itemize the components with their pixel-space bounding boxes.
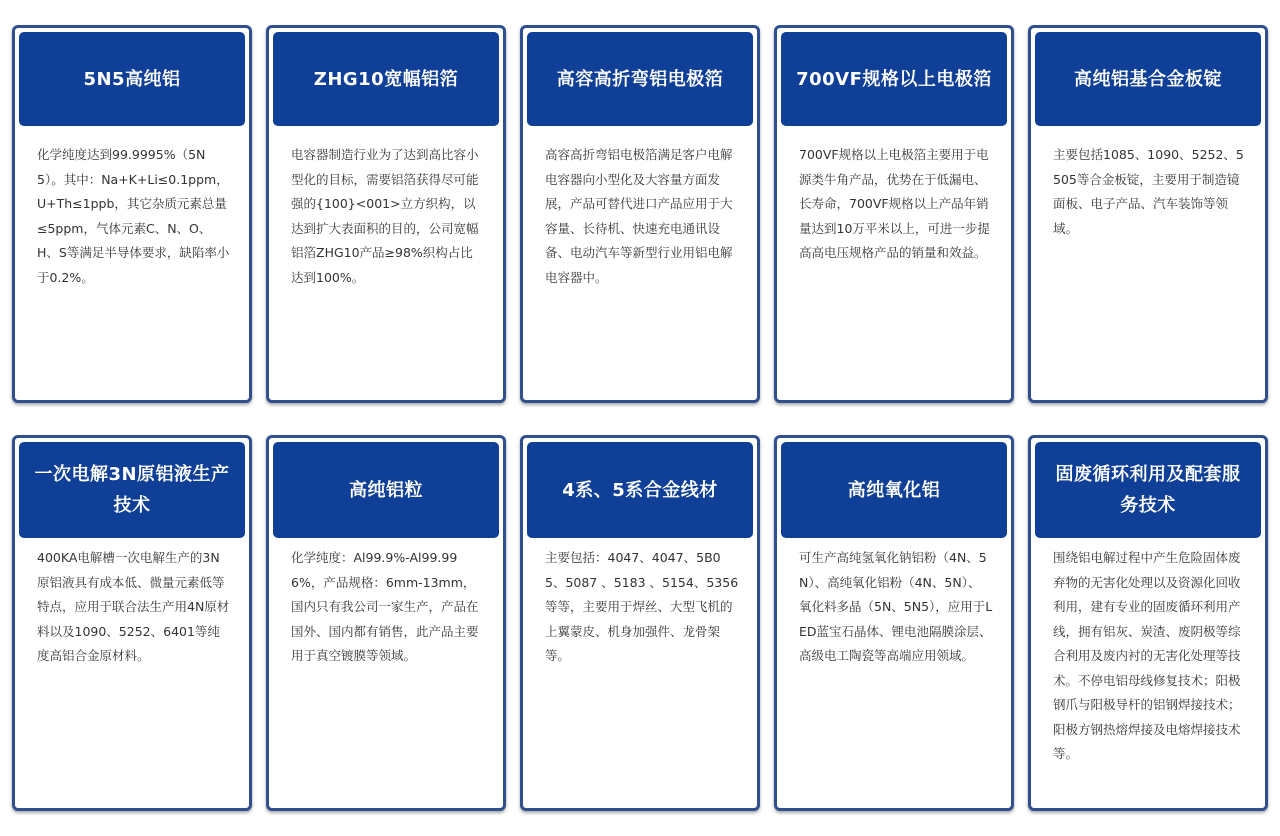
card-title: 高纯氧化铝 (781, 442, 1007, 538)
card-description: 主要包括1085、1090、5252、5505等合金板锭，主要用于制造镜面板、电子产品、汽车装饰等领域。 (1053, 147, 1244, 236)
product-card-5n5-high-purity-aluminum[interactable] (12, 25, 252, 403)
card-description: 围绕铝电解过程中产生危险固体废弃物的无害化处理以及资源化回收利用，建有专业的固废循环利用产线，拥有铝灰、炭渣、废阴极等综合利用及废内衬的无害化处理等技术。不停电铝母线修复技术；阳极钢爪与阳极导杆的铝钢焊接技术；阳极方钢热熔焊接及电熔焊接技术等。 (1053, 550, 1241, 761)
card-description: 化学纯度：Al99.9%-Al99.996%，产品规格：6mm-13mm，国内只有我公司一家生产，产品在国外、国内都有销售，此产品主要用于真空镀膜等领域。 (291, 550, 479, 663)
product-card-3n-electrolysis-technology[interactable] (12, 435, 252, 811)
card-description: 高容高折弯铝电极箔满足客户电解电容器向小型化及大容量方面发展，产品可替代进口产品应用于大容量、长待机、快速充电通讯设备、电动汽车等新型行业用铝电解电容器中。 (545, 147, 733, 285)
product-card-zhg10-wide-foil[interactable] (266, 25, 506, 403)
card-title: ZHG10宽幅铝箔 (273, 32, 499, 126)
product-card-solid-waste-recycling[interactable] (1028, 435, 1268, 811)
product-card-high-purity-pellets[interactable] (266, 435, 506, 811)
product-card-700vf-electrode-foil[interactable] (774, 25, 1014, 403)
card-description: 可生产高纯氢氧化钠铝粉（4N、5N）、高纯氧化铝粉（4N、5N）、 氧化料多晶（5N、5N5），应用于LED蓝宝石晶体、锂电池隔膜涂层、高级电工陶瓷等高端应用领域。 (799, 550, 993, 663)
card-title: 高容高折弯铝电极箔 (527, 32, 753, 126)
product-card-alloy-ingot[interactable] (1028, 25, 1268, 403)
product-grid (12, 25, 1268, 811)
card-title: 一次电解3N原铝液生产技术 (19, 442, 245, 538)
card-title: 固废循环利用及配套服务技术 (1035, 442, 1261, 538)
card-title: 高纯铝粒 (273, 442, 499, 538)
product-card-alloy-wire[interactable] (520, 435, 760, 811)
card-description: 700VF规格以上电极箔主要用于电源类牛角产品，优势在于低漏电、长寿命，700VF规格以上产品年销量达到10万平米以上，可进一步提高高电压规格产品的销量和效益。 (799, 147, 990, 260)
card-title: 高纯铝基合金板锭 (1035, 32, 1261, 126)
card-description: 化学纯度达到99.9995%（5N5）。其中：Na+K+Li≤0.1ppm，U+Th≤1ppb，其它杂质元素总量≤5ppm，气体元素C、N、O、H、S等满足半导体要求，缺陷率小于0.2%。 (37, 147, 230, 285)
card-title: 4系、5系合金线材 (527, 442, 753, 538)
card-title: 700VF规格以上电极箔 (781, 32, 1007, 126)
card-description: 主要包括：4047、4047、5B05、5087 、5183 、5154、5356等等，主要用于焊丝、大型飞机的上翼蒙皮、机身加强件、龙骨架等。 (545, 550, 739, 663)
card-description: 400KA电解槽一次电解生产的3N原铝液具有成本低、微量元素低等特点，应用于联合法生产用4N原材料以及1090、5252、6401等纯度高铝合金原材料。 (37, 550, 230, 663)
product-card-high-purity-alumina[interactable] (774, 435, 1014, 811)
product-card-high-capacity-electrode-foil[interactable] (520, 25, 760, 403)
card-title: 5N5高纯铝 (19, 32, 245, 126)
card-description: 电容器制造行业为了达到高比容小型化的目标，需要铝箔获得尽可能强的{100}<001>立方织构，以达到扩大表面积的目的，公司宽幅铝箔ZHG10产品≥98%织构占比达到100%。 (291, 147, 479, 285)
